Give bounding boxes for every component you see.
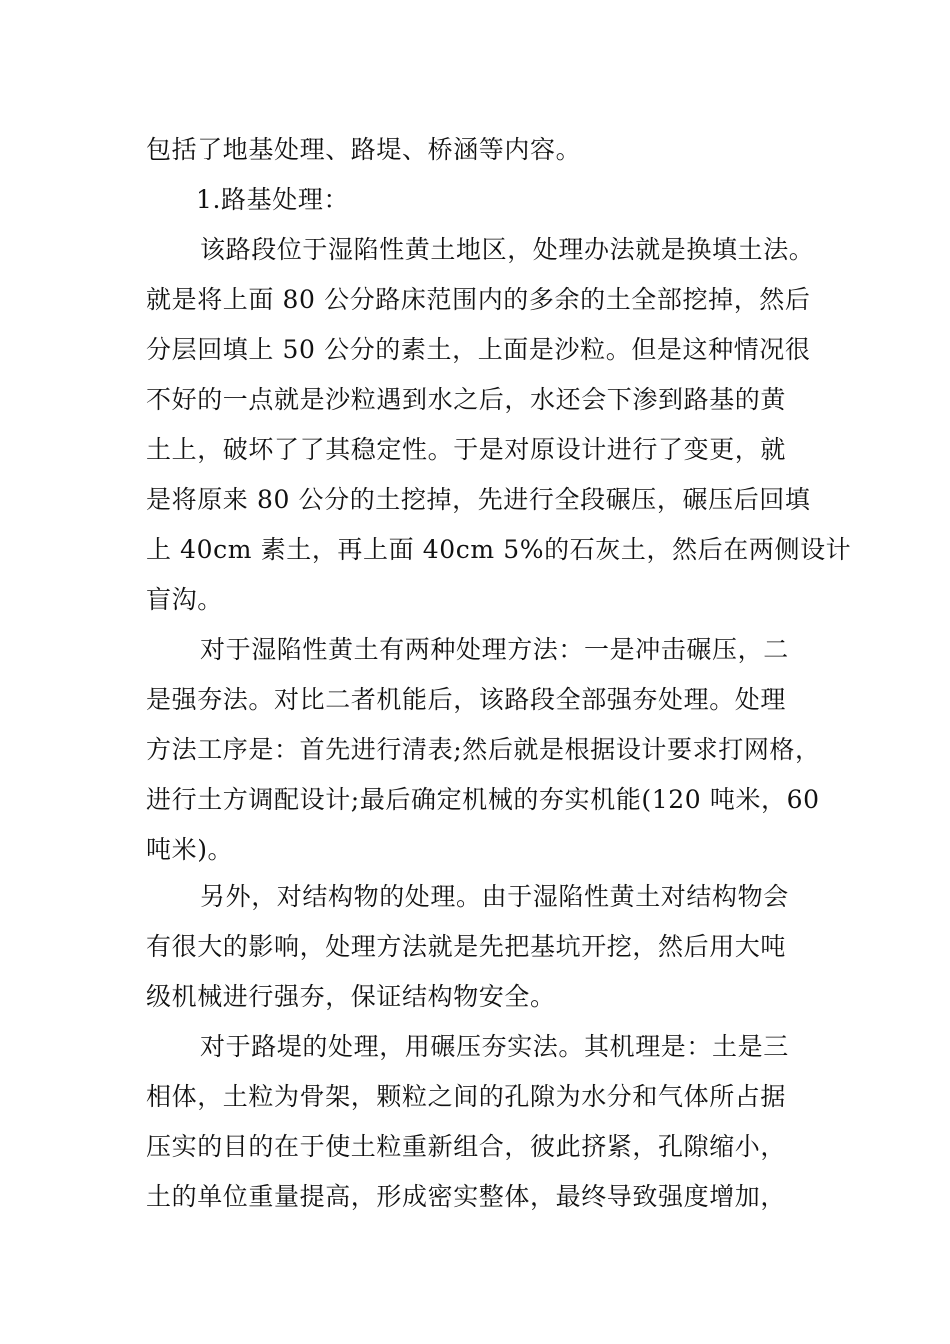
paragraph-first-line: 对于路堤的处理，用碾压夯实法。其机理是：土是三 (200, 1032, 789, 1061)
text-line: 是强夯法。对比二者机能后，该路段全部强夯处理。处理 (146, 685, 787, 714)
text-line: 压实的目的在于使土粒重新组合，彼此挤紧，孔隙缩小， (146, 1132, 787, 1161)
text-line: 是将原来 80 公分的土挖掉，先进行全段碾压，碾压后回填 (146, 485, 811, 514)
text-line: 就是将上面 80 公分路床范围内的多余的土全部挖掉，然后 (146, 285, 811, 314)
text-line: 盲沟。 (146, 585, 223, 614)
text-line: 吨米)。 (146, 835, 234, 864)
text-line: 土上，破坏了了其稳定性。于是对原设计进行了变更，就 (146, 435, 787, 464)
text-line: 进行土方调配设计;最后确定机械的夯实机能(120 吨米，60 (146, 785, 820, 814)
text-line: 土的单位重量提高，形成密实整体，最终导致强度增加， (146, 1182, 787, 1211)
paragraph-first-line: 另外，对结构物的处理。由于湿陷性黄土对结构物会 (200, 882, 789, 911)
text-line: 分层回填上 50 公分的素土，上面是沙粒。但是这种情况很 (146, 335, 811, 364)
text-line: 包括了地基处理、路堤、桥涵等内容。 (146, 135, 582, 164)
text-line: 级机械进行强夯，保证结构物安全。 (146, 982, 556, 1011)
paragraph-first-line: 对于湿陷性黄土有两种处理方法：一是冲击碾压，二 (200, 635, 789, 664)
text-line: 相体，土粒为骨架，颗粒之间的孔隙为水分和气体所占据 (146, 1082, 787, 1111)
text-line: 上 40cm 素土，再上面 40cm 5%的石灰土，然后在两侧设计 (146, 535, 852, 564)
text-line: 方法工序是：首先进行清表;然后就是根据设计要求打网格， (146, 735, 821, 764)
paragraph-first-line: 该路段位于湿陷性黄土地区，处理办法就是换填土法。 (200, 235, 815, 264)
text-line: 不好的一点就是沙粒遇到水之后，水还会下渗到路基的黄 (146, 385, 787, 414)
text-line: 有很大的影响，处理方法就是先把基坑开挖，然后用大吨 (146, 932, 787, 961)
section-heading: 1.路基处理： (196, 185, 350, 214)
